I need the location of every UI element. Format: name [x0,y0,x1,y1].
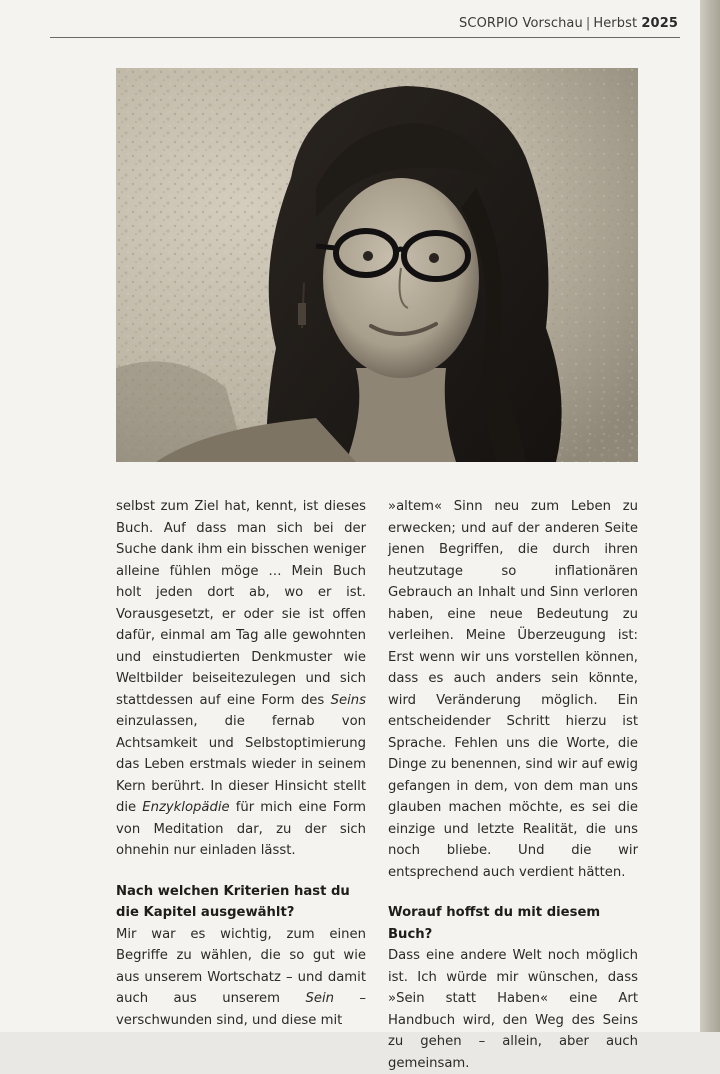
show-through-text [40,168,56,214]
left-paragraph-1-part-c: für mich eine Form von Meditation dar, zu der sich ohnehin nur einladen lässt. [116,800,367,858]
left-paragraph-2-part-a: Mir war es wichtig, zum einen Begriffe zu wählen, die so gut wie aus unserem Wortschatz – und damit auch aus unserem [116,926,366,1006]
paragraph-gap [388,883,638,902]
portrait-photo [116,68,638,462]
header-year: 2025 [641,16,678,31]
article-right-column [388,496,638,1074]
left-paragraph-1-part-b: einzulassen, die fernab von Achtsamkeit und Selbstoptimierung das Leben erstmals wieder in seinem Kern berührt. In dieser Hinsicht stellt die [116,714,366,815]
page-header [459,16,678,31]
left-paragraph-2-emphasis-sein: Sein [305,991,334,1006]
portrait-photo-icon [116,68,638,462]
article-left-column [116,496,366,1031]
header-rule [50,37,680,38]
left-paragraph-2 [116,924,366,1032]
right-paragraph-1: »altem« Sinn neu zum Leben zu erwecken; und auf der anderen Seite jenen Begriffen, die durch ihren heutzutage so inflationären Gebrauch an Inhalt und Sinn verloren haben, eine neue Bedeutung zu verleihen. Meine Überzeugung ist: Erst wenn wir uns vorstellen können, dass es auch anders sein könnte, wird Veränderung möglich. Ein entscheidender Schritt hierzu ist Sprache. Fehlen uns die Worte, die Dinge zu benennen, sind wir auf ewig gefangen in dem, von dem man uns glauben machen möchte, es sei die einzige und letzte Realität, die uns noch bliebe. Und die wir entsprechend auch verdient hätten. [388,499,638,880]
left-paragraph-2-part-b: – verschwunden sind, und diese mit [116,991,366,1028]
paragraph-gap [116,862,366,881]
left-paragraph-1-part-a: selbst zum Ziel hat, kennt, ist dieses Buch. Auf dass man sich bei der Suche dank ihm ein bisschen weniger alleine fühlen möge … Mein Buch holt jeden dort ab, wo er ist. Vorausgesetzt, er oder sie ist offen dafür, einmal am Tag alle gewohnten und einstudierten Denkmuster wie Weltbilder beiseitezulegen und sich stattdessen auf eine Form des [116,499,366,708]
right-paragraph-2: Dass eine andere Welt noch möglich ist. Ich würde mir wünschen, dass »Sein statt Haben« eine Art Handbuch wird, den Weg des Seins zu gehen – allein, aber auch gemeinsam. [388,948,638,1071]
page-edge-shadow [700,0,720,1032]
header-separator: | [585,16,591,31]
header-brand: SCORPIO [459,16,519,31]
left-paragraph-1-emphasis-seins: Seins [330,692,366,708]
left-paragraph-1-emphasis-enzyklopaedie: Enzyklopädie [142,800,230,815]
header-section: Vorschau [522,16,583,31]
header-season: Herbst [593,16,638,31]
interview-question-1: Nach welchen Kriterien hast du die Kapitel ausgewählt? [116,883,350,920]
left-paragraph-1 [116,496,366,862]
interview-question-2: Worauf hoffst du mit diesem Buch? [388,905,601,942]
